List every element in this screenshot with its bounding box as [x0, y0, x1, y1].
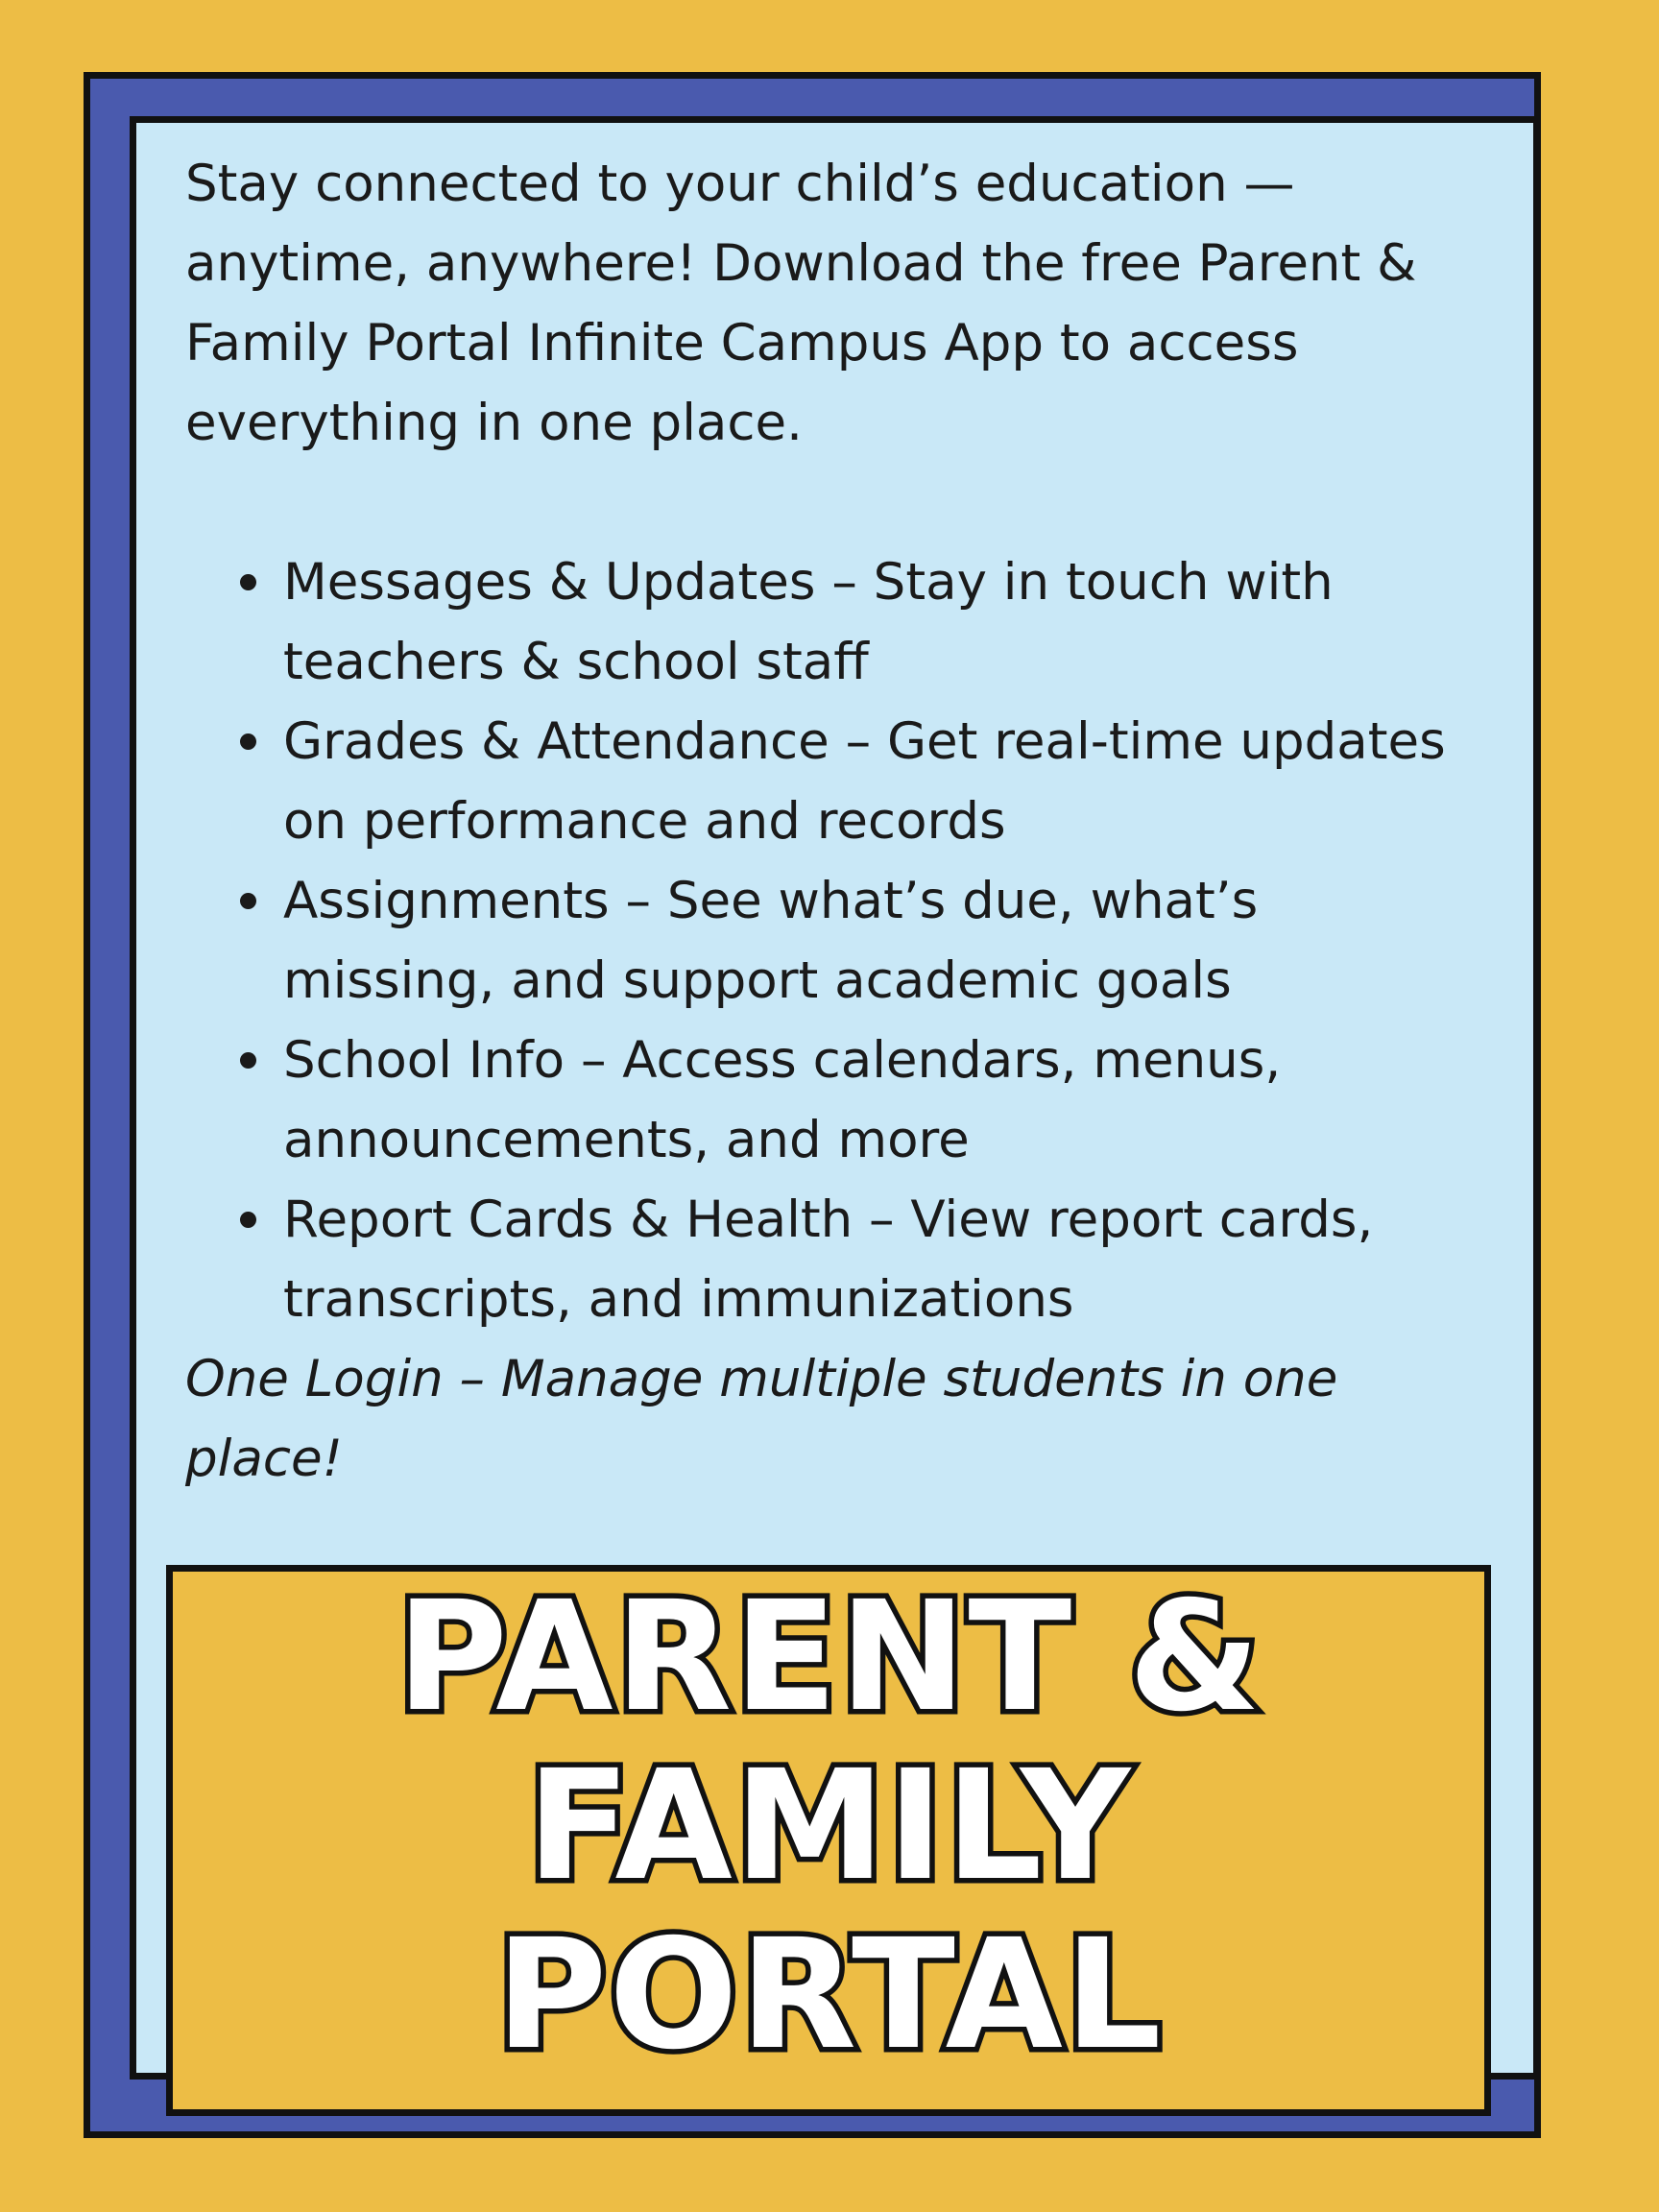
- bullet-icon: [240, 733, 256, 750]
- title-line-3: PORTAL: [495, 1907, 1164, 2083]
- feature-text: Assignments – See what’s due, what’s missing, and support academic goals: [283, 872, 1259, 1010]
- features-list: [185, 542, 1472, 1339]
- intro-paragraph: Stay connected to your child’s education — anytime, anywhere! Download the free Parent & Family Portal Infinite Campus App to access everything in one place.: [185, 155, 1417, 452]
- feature-item-messages: [185, 542, 1472, 702]
- bullet-icon: [240, 574, 256, 590]
- bullet-icon: [240, 1212, 256, 1228]
- content-area: [185, 144, 1472, 1499]
- feature-item-grades: [185, 702, 1472, 861]
- one-login-note: One Login – Manage multiple students in one place!: [185, 1350, 1338, 1488]
- title-line-1: PARENT &: [397, 1569, 1262, 1745]
- feature-text: School Info – Access calendars, menus, announcements, and more: [283, 1031, 1282, 1169]
- feature-item-report-cards: [185, 1180, 1472, 1339]
- page-title: [0, 1569, 1659, 2083]
- feature-text: Grades & Attendance – Get real-time updates on performance and records: [283, 712, 1446, 851]
- feature-text: Report Cards & Health – View report cards, transcripts, and immunizations: [283, 1190, 1374, 1329]
- bullet-icon: [240, 893, 256, 909]
- feature-item-assignments: [185, 861, 1472, 1021]
- title-line-2: FAMILY: [526, 1738, 1133, 1914]
- bullet-icon: [240, 1052, 256, 1069]
- feature-item-school-info: [185, 1021, 1472, 1180]
- feature-text: Messages & Updates – Stay in touch with teachers & school staff: [283, 553, 1334, 691]
